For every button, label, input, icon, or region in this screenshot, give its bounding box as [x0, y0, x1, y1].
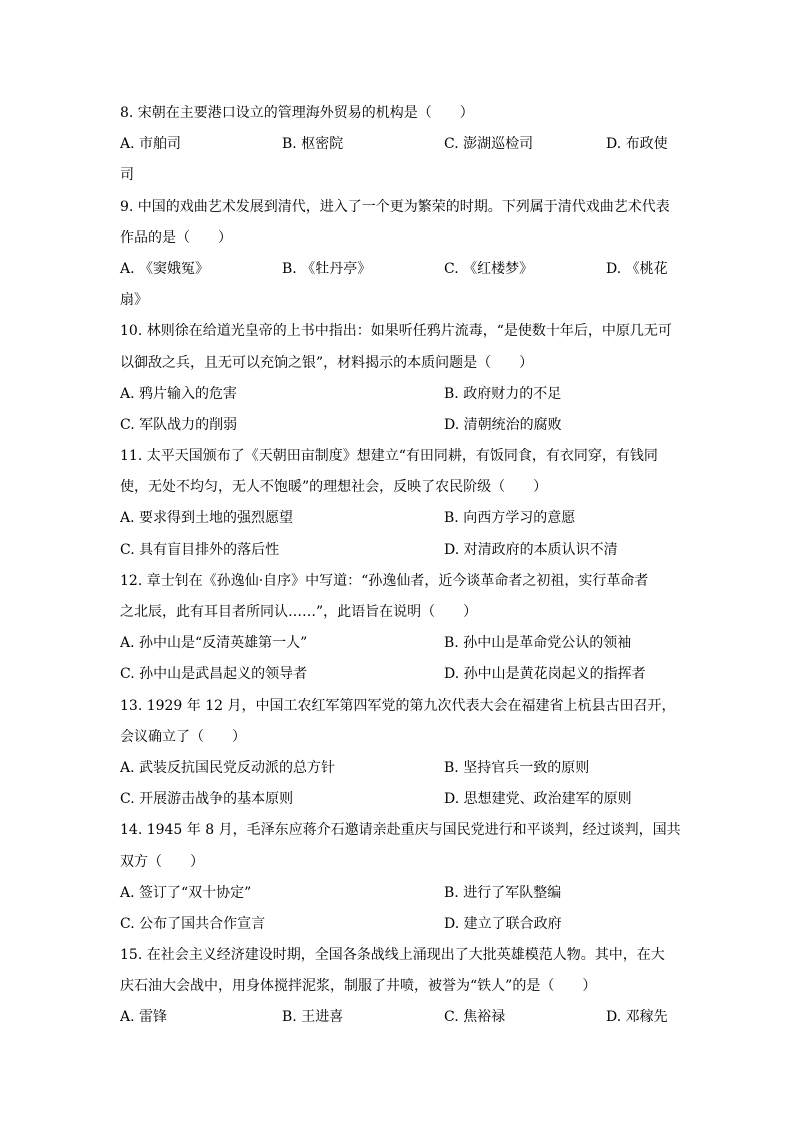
- option-b[interactable]: B. 王进喜: [282, 1009, 344, 1026]
- option-b[interactable]: B. 坚持官兵一致的原则: [444, 759, 590, 776]
- option-d[interactable]: D. 思想建党、政治建军的原则: [444, 791, 632, 808]
- question-stem: 12. 章士钊在《孙逸仙·自序》中写道：“孙逸仙者，近今谈革命者之初祖，实行革命者: [120, 572, 649, 589]
- question-stem-cont: 会议确立了（ ）: [120, 728, 246, 745]
- option-d[interactable]: D. 布政使: [606, 136, 668, 153]
- option-d[interactable]: D. 邓稼先: [606, 1009, 668, 1026]
- question-stem-cont: 以御敌之兵，且无可以充饷之银”，材料揭示的本质问题是（ ）: [120, 354, 534, 371]
- option-c[interactable]: C. 澎湖巡检司: [444, 136, 534, 153]
- option-c[interactable]: C. 《红楼梦》: [444, 260, 534, 277]
- option-c[interactable]: C. 孙中山是武昌起义的领导者: [120, 666, 308, 683]
- question-stem: 13. 1929 年 12 月，中国工农红军第四军党的第九次代表大会在福建省上杭县古田召开，: [120, 697, 676, 714]
- option-c[interactable]: C. 军队战力的削弱: [120, 416, 238, 433]
- option-d[interactable]: D. 《桃花: [606, 260, 668, 277]
- question-10: [120, 316, 676, 441]
- question-12: [120, 566, 676, 691]
- option-b[interactable]: B. 孙中山是革命党公认的领袖: [444, 635, 632, 652]
- option-a[interactable]: A. 签订了“双十协定”: [120, 884, 252, 901]
- option-d-wrap: 司: [120, 167, 134, 184]
- option-d[interactable]: D. 对清政府的本质认识不清: [444, 541, 618, 558]
- option-a[interactable]: A. 鸦片输入的危害: [120, 385, 238, 402]
- question-14: [120, 815, 681, 940]
- option-a[interactable]: A. 《窦娥冤》: [120, 260, 210, 277]
- option-a[interactable]: A. 雷锋: [120, 1009, 168, 1026]
- question-stem: 15. 在社会主义经济建设时期，全国各条战线上涌现出了大批英雄模范人物。其中，在大: [120, 947, 665, 964]
- options-row: [120, 410, 676, 441]
- option-c[interactable]: C. 具有盲目排外的落后性: [120, 541, 280, 558]
- option-d[interactable]: D. 建立了联合政府: [444, 915, 562, 932]
- question-stem: 14. 1945 年 8 月，毛泽东应蒋介石邀请亲赴重庆与国民党进行和平谈判，经过谈判，国共: [120, 822, 681, 839]
- question-stem: 9. 中国的戏曲艺术发展到清代，进入了一个更为繁荣的时期。下列属于清代戏曲艺术代表: [120, 198, 670, 215]
- option-b[interactable]: B. 《牡丹亭》: [282, 260, 372, 277]
- options-row: [120, 909, 676, 940]
- options-row: [120, 379, 676, 410]
- option-b[interactable]: B. 向西方学习的意愿: [444, 510, 576, 527]
- options-row: [120, 535, 676, 566]
- question-11: [120, 441, 676, 566]
- question-stem: 8. 宋朝在主要港口设立的管理海外贸易的机构是（ ）: [120, 105, 474, 121]
- option-a[interactable]: A. 要求得到土地的强烈愿望: [120, 510, 294, 527]
- question-stem-cont: 使，无处不均匀，无人不饱暖”的理想社会，反映了农民阶级（ ）: [120, 479, 548, 496]
- option-a[interactable]: A. 孙中山是“反清英雄第一人”: [120, 635, 308, 652]
- options-row: [120, 628, 676, 659]
- option-d-wrap: 扇》: [120, 292, 148, 309]
- options-row: [120, 1002, 676, 1033]
- option-c[interactable]: C. 公布了国共合作宣言: [120, 915, 266, 932]
- question-15: [120, 940, 676, 1034]
- option-b[interactable]: B. 枢密院: [282, 136, 344, 153]
- question-stem: 10. 林则徐在给道光皇帝的上书中指出：如果听任鸦片流毒，“是使数十年后，中原几无可: [120, 323, 672, 340]
- options-row: [120, 254, 676, 285]
- question-8: [120, 98, 676, 192]
- question-stem-cont: 作品的是（ ）: [120, 229, 232, 246]
- option-c[interactable]: C. 焦裕禄: [444, 1009, 506, 1026]
- options-row: [120, 659, 676, 690]
- option-b[interactable]: B. 政府财力的不足: [444, 385, 562, 402]
- option-b[interactable]: B. 进行了军队整编: [444, 884, 562, 901]
- options-row: [120, 878, 676, 909]
- question-stem-cont: 庆石油大会战中，用身体搅拌泥浆，制服了井喷，被誉为“铁人”的是（ ）: [120, 978, 597, 995]
- question-9: [120, 192, 676, 317]
- question-13: [120, 691, 676, 816]
- question-stem-cont: 之北辰，此有耳目者所同认……”，此语旨在说明（ ）: [120, 604, 478, 620]
- option-c[interactable]: C. 开展游击战争的基本原则: [120, 791, 294, 808]
- option-a[interactable]: A. 市舶司: [120, 136, 182, 153]
- options-row: [120, 503, 676, 534]
- question-stem: 11. 太平天国颁布了《天朝田亩制度》想建立“有田同耕，有饭同食，有衣同穿，有钱同: [120, 448, 658, 465]
- options-row: [120, 784, 676, 815]
- exam-page: [120, 98, 681, 1034]
- question-stem-cont: 双方（ ）: [120, 853, 204, 870]
- option-a[interactable]: A. 武装反抗国民党反动派的总方针: [120, 759, 336, 776]
- options-row: [120, 753, 676, 784]
- option-d[interactable]: D. 孙中山是黄花岗起义的指挥者: [444, 666, 646, 683]
- options-row: [120, 129, 676, 160]
- option-d[interactable]: D. 清朝统治的腐败: [444, 416, 562, 433]
